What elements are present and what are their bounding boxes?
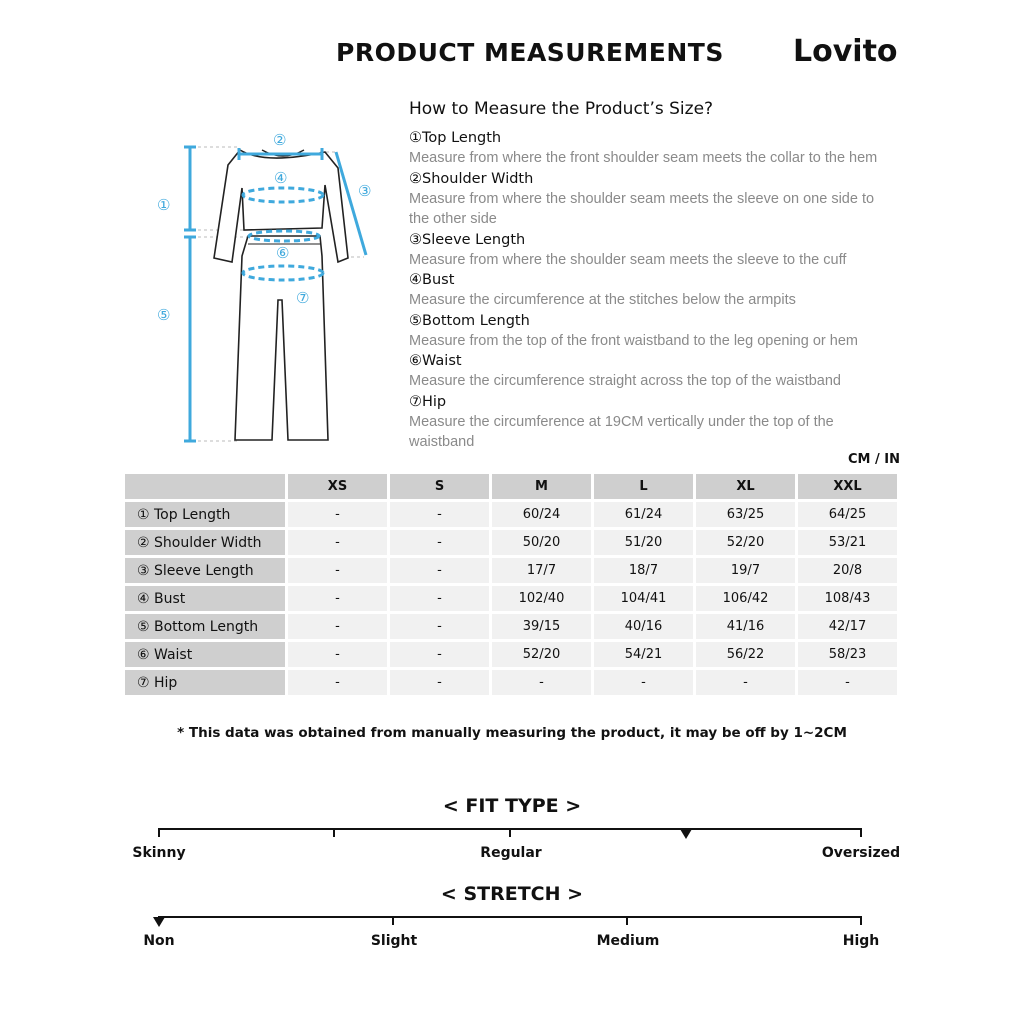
table-cell: 63/25 bbox=[696, 502, 795, 527]
marker-7: ⑦ bbox=[296, 289, 310, 307]
marker-6: ⑥ bbox=[276, 244, 290, 262]
table-cell: - bbox=[288, 642, 387, 667]
guide-item-title: ⑤Bottom Length bbox=[409, 312, 530, 329]
page-title: PRODUCT MEASUREMENTS bbox=[336, 38, 724, 67]
size-header: M bbox=[492, 474, 591, 499]
table-row bbox=[125, 614, 897, 639]
table-cell: - bbox=[390, 670, 489, 695]
size-chart-table bbox=[122, 471, 900, 698]
table-cell: - bbox=[798, 670, 897, 695]
table-cell: 42/17 bbox=[798, 614, 897, 639]
guide-heading: How to Measure the Product’s Size? bbox=[409, 99, 714, 119]
fit-type-title: < FIT TYPE > bbox=[442, 795, 582, 817]
marker-2: ② bbox=[273, 131, 287, 149]
measure-guide-list bbox=[409, 128, 909, 453]
row-label: ① Top Length bbox=[125, 502, 285, 527]
table-cell: 18/7 bbox=[594, 558, 693, 583]
fit-tick bbox=[860, 828, 862, 837]
table-cell: - bbox=[390, 614, 489, 639]
table-cell: - bbox=[696, 670, 795, 695]
stretch-label-medium: Medium bbox=[596, 933, 660, 949]
table-cell: - bbox=[390, 530, 489, 555]
units-label: CM / IN bbox=[848, 452, 900, 467]
guide-item-sleeve-length bbox=[409, 230, 909, 271]
table-cell: 53/21 bbox=[798, 530, 897, 555]
stretch-label-slight: Slight bbox=[370, 933, 418, 949]
table-header-row bbox=[125, 474, 897, 499]
guide-item-top-length bbox=[409, 128, 909, 169]
row-label: ⑥ Waist bbox=[125, 642, 285, 667]
row-label: ⑤ Bottom Length bbox=[125, 614, 285, 639]
table-corner bbox=[125, 474, 285, 499]
table-cell: 106/42 bbox=[696, 586, 795, 611]
table-cell: 51/20 bbox=[594, 530, 693, 555]
table-row bbox=[125, 586, 897, 611]
guide-item-title: ④Bust bbox=[409, 272, 455, 288]
size-header: L bbox=[594, 474, 693, 499]
table-cell: 58/23 bbox=[798, 642, 897, 667]
table-cell: 64/25 bbox=[798, 502, 897, 527]
guide-item-title: ⑦Hip bbox=[409, 393, 447, 410]
guide-item-waist bbox=[409, 351, 909, 392]
guide-item-desc: Measure the circumference at the stitches below the armpits bbox=[409, 292, 796, 308]
table-cell: 56/22 bbox=[696, 642, 795, 667]
guide-item-title: ①Top Length bbox=[409, 130, 502, 146]
marker-5: ⑤ bbox=[157, 306, 171, 324]
table-cell: 60/24 bbox=[492, 502, 591, 527]
size-header: XS bbox=[288, 474, 387, 499]
guide-item-hip bbox=[409, 392, 909, 453]
stretch-tick bbox=[860, 916, 862, 925]
guide-item-desc: Measure the circumference straight across the top of the waistband bbox=[409, 373, 841, 389]
guide-item-bust bbox=[409, 270, 909, 311]
stretch-scale-line bbox=[158, 916, 862, 918]
guide-item-title: ③Sleeve Length bbox=[409, 231, 526, 248]
guide-item-desc: Measure from where the shoulder seam meets the sleeve on one side to the other side bbox=[409, 190, 875, 227]
stretch-label-non: Non bbox=[143, 933, 175, 949]
fit-tick bbox=[333, 828, 335, 837]
brand-logo: Lovito bbox=[793, 34, 898, 69]
guide-item-title: ②Shoulder Width bbox=[409, 170, 534, 187]
marker-1: ① bbox=[157, 196, 171, 214]
table-cell: 52/20 bbox=[492, 642, 591, 667]
marker-3: ③ bbox=[358, 182, 372, 200]
size-header: S bbox=[390, 474, 489, 499]
row-label: ③ Sleeve Length bbox=[125, 558, 285, 583]
table-row bbox=[125, 530, 897, 555]
stretch-indicator bbox=[153, 917, 165, 927]
table-cell: 108/43 bbox=[798, 586, 897, 611]
table-cell: 61/24 bbox=[594, 502, 693, 527]
guide-item-title: ⑥Waist bbox=[409, 353, 462, 369]
table-row bbox=[125, 502, 897, 527]
table-cell: - bbox=[288, 530, 387, 555]
table-cell: 52/20 bbox=[696, 530, 795, 555]
stretch-tick bbox=[626, 916, 628, 925]
guide-item-desc: Measure from where the shoulder seam meets the sleeve to the cuff bbox=[409, 251, 847, 268]
guide-item-desc: Measure the circumference at 19CM vertically under the top of the waistband bbox=[409, 413, 834, 450]
stretch-label-high: High bbox=[842, 933, 880, 949]
table-cell: - bbox=[390, 558, 489, 583]
table-cell: - bbox=[594, 670, 693, 695]
row-label: ④ Bust bbox=[125, 586, 285, 611]
fit-label-regular: Regular bbox=[480, 845, 542, 861]
table-cell: 19/7 bbox=[696, 558, 795, 583]
fit-indicator bbox=[680, 829, 692, 839]
marker-4: ④ bbox=[274, 169, 288, 187]
table-cell: - bbox=[390, 502, 489, 527]
table-cell: - bbox=[288, 502, 387, 527]
stretch-tick bbox=[392, 916, 394, 925]
guide-item-bottom-length bbox=[409, 311, 909, 352]
garment-diagram bbox=[150, 125, 380, 450]
table-cell: - bbox=[288, 670, 387, 695]
table-row bbox=[125, 558, 897, 583]
table-cell: - bbox=[492, 670, 591, 695]
table-row bbox=[125, 670, 897, 695]
table-cell: 102/40 bbox=[492, 586, 591, 611]
table-row bbox=[125, 642, 897, 667]
stretch-title: < STRETCH > bbox=[440, 883, 584, 905]
row-label: ② Shoulder Width bbox=[125, 530, 285, 555]
guide-item-desc: Measure from the top of the front waistband to the leg opening or hem bbox=[409, 332, 858, 349]
guide-item-shoulder-width bbox=[409, 169, 909, 230]
fit-label-oversized: Oversized bbox=[821, 845, 901, 861]
table-cell: 50/20 bbox=[492, 530, 591, 555]
table-cell: - bbox=[390, 586, 489, 611]
fit-tick bbox=[509, 828, 511, 837]
fit-label-skinny: Skinny bbox=[132, 845, 186, 861]
table-cell: 41/16 bbox=[696, 614, 795, 639]
table-cell: 104/41 bbox=[594, 586, 693, 611]
table-cell: 17/7 bbox=[492, 558, 591, 583]
table-cell: - bbox=[288, 586, 387, 611]
size-header: XL bbox=[696, 474, 795, 499]
table-cell: 20/8 bbox=[798, 558, 897, 583]
guide-item-desc: Measure from where the front shoulder seam meets the collar to the hem bbox=[409, 150, 878, 166]
disclaimer-note: * This data was obtained from manually measuring the product, it may be off by 1~2CM bbox=[177, 725, 847, 741]
table-cell: - bbox=[288, 558, 387, 583]
fit-tick bbox=[158, 828, 160, 837]
size-header: XXL bbox=[798, 474, 897, 499]
table-cell: - bbox=[288, 614, 387, 639]
table-cell: 39/15 bbox=[492, 614, 591, 639]
table-cell: - bbox=[390, 642, 489, 667]
row-label: ⑦ Hip bbox=[125, 670, 285, 695]
table-cell: 40/16 bbox=[594, 614, 693, 639]
table-cell: 54/21 bbox=[594, 642, 693, 667]
